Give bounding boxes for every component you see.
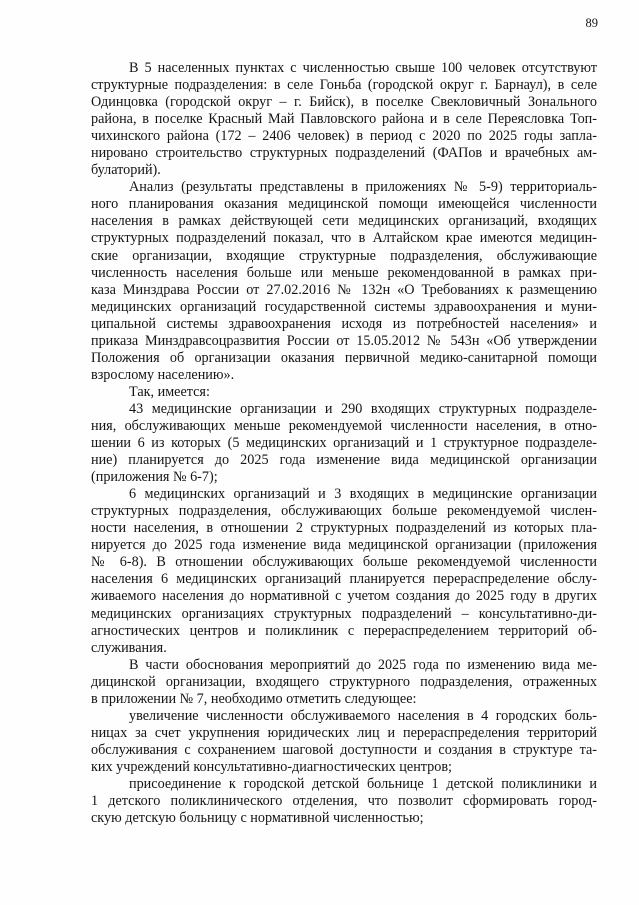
text-line: обслуживания с сохранением шаговой доступности и создания в структуре та- xyxy=(91,741,597,758)
text-line: ские организации, входящие структурные подразделения, обслуживающие xyxy=(91,247,597,264)
text-line: структурные подразделения: в селе Гоньба (городской округ г. Барнаул), в селе xyxy=(91,77,597,94)
text-line: нировано строительство структурных подразделений (ФАПов и врачебных ам- xyxy=(91,145,597,162)
text-line: приказа Минздравсоцразвития России от 15.05.2012 № 543н «Об утверждении xyxy=(91,332,597,349)
text-line: увеличение численности обслуживаемого населения в 4 городских боль- xyxy=(129,707,597,724)
text-line: (приложения № 6-7); xyxy=(91,469,218,486)
text-line: ципальной системы здравоохранения исходя из потребностей населения» и xyxy=(91,315,597,332)
text-line: ких учреждений консультативно-диагностических центров; xyxy=(91,758,452,775)
text-line: живаемого населения до нормативной с учетом создания до 2025 году в других xyxy=(91,588,597,605)
paragraph-so-there-are xyxy=(91,384,597,401)
text-line: шении 6 из которых (5 медицинских организаций и 1 структурное подразделе- xyxy=(91,435,597,452)
text-line: каза Минздрава России от 27.02.2016 № 132н «О Требованиях к размещению xyxy=(91,281,597,298)
text-line: чихинского района (172 – 2406 человек) в период с 2020 по 2025 годы запла- xyxy=(91,128,597,145)
text-line: В части обоснования мероприятий до 2025 года по изменению вида ме- xyxy=(129,656,597,673)
text-line: нируется до 2025 года изменение вида медицинской организации (приложения xyxy=(91,537,597,554)
text-line: медицинских организациях структурных подразделений – консультативно-ди- xyxy=(91,605,597,622)
text-line: медицинских организаций государственной системы здравоохранения и муни- xyxy=(91,298,597,315)
text-line: Анализ (результаты представлены в приложениях № 5-9) территориаль- xyxy=(129,179,597,196)
text-line: № 6-8). В отношении обслуживающих больше рекомендуемой численности xyxy=(91,554,597,571)
paragraph-settlements-without-units xyxy=(91,60,597,179)
text-line: агностических центров и поликлиник с перераспределением территорий об- xyxy=(91,622,597,639)
text-line: ницах за счет укрупнения юридических лиц и перераспределения территорий xyxy=(91,724,597,741)
paragraph-analysis xyxy=(91,179,597,384)
body-text xyxy=(91,60,597,827)
text-line: 6 медицинских организаций и 3 входящих в медицинские организации xyxy=(129,486,597,503)
text-line: ности населения, в отношении 2 структурных подразделений из которых пла- xyxy=(91,520,597,537)
text-line: района, в поселке Красный Май Павловского района и в селе Переясловка Топ- xyxy=(91,111,597,128)
paragraph-merger-children-hospital xyxy=(91,776,597,827)
text-line: численность населения больше или меньше рекомендованной в рамках при- xyxy=(91,264,597,281)
paragraph-more-than-recommended xyxy=(91,486,597,656)
text-line: В 5 населенных пунктах с численностью свыше 100 человек отсутствуют xyxy=(129,60,597,76)
text-line: в приложении № 7, необходимо отметить следующее: xyxy=(91,690,417,707)
paragraph-justification xyxy=(91,657,597,708)
text-line: взрослому населению». xyxy=(91,366,235,383)
page-number: 89 xyxy=(585,16,598,30)
paragraph-fewer-than-recommended xyxy=(91,401,597,486)
paragraph-increase-population xyxy=(91,708,597,776)
text-line: Положения об организации оказания первичной медико-санитарной помощи xyxy=(91,349,597,366)
text-line: ного планирования оказания медицинской помощи имеющейся численности xyxy=(91,196,597,213)
text-line: Так, имеется: xyxy=(129,383,210,400)
text-line: населения в рамках действующей сети медицинских организаций, входящих xyxy=(91,213,597,230)
text-line: 43 медицинские организации и 290 входящих структурных подразделе- xyxy=(129,400,597,417)
text-line: 1 детского поликлинического отделения, что позволит сформировать город- xyxy=(91,793,597,810)
text-line: дицинской организации, входящего структурного подразделения, отраженных xyxy=(91,673,597,690)
text-line: скую детскую больницу с нормативной численностью; xyxy=(91,810,424,827)
text-line: населения 6 медицинских организаций планируется перераспределение обслу- xyxy=(91,571,597,588)
text-line: булаторий). xyxy=(91,162,161,179)
text-line: служивания. xyxy=(91,639,167,656)
text-line: структурных подразделений показал, что в Алтайском крае имеются медицин- xyxy=(91,230,597,247)
text-line: ния, обслуживающих меньше рекомендуемой численности населения, в отно- xyxy=(91,417,597,434)
text-line: ние) планируется до 2025 года изменение вида медицинской организации xyxy=(91,452,597,469)
text-line: присоединение к городской детской больнице 1 детской поликлиники и xyxy=(129,775,597,792)
text-line: структурных подразделения, обслуживающих больше рекомендуемой числен- xyxy=(91,503,597,520)
text-line: Одинцовка (городской округ – г. Бийск), в поселке Свекловичный Зонального xyxy=(91,94,597,111)
